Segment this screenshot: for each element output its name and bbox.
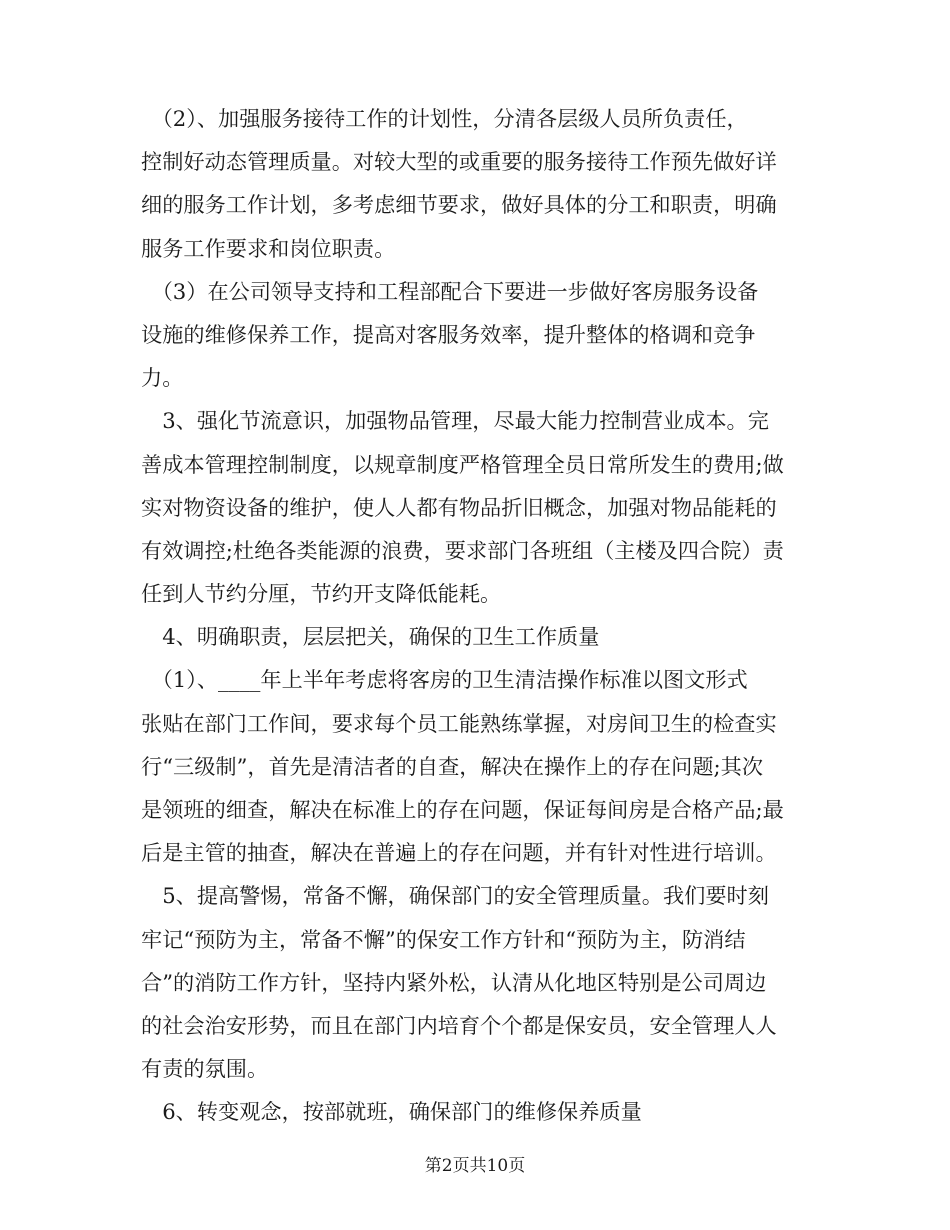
text-line: 任到人节约分厘，节约开支降低能耗。 xyxy=(141,581,502,607)
text-line: 5、提高警惕，常备不懈，确保部门的安全管理质量。我们要时刻 xyxy=(141,883,769,909)
paragraph-security xyxy=(141,874,816,1090)
text-line: （1）、____年上半年考虑将客房的卫生清洁操作标准以图文形式 xyxy=(141,667,748,693)
text-line: （2）、加强服务接待工作的计划性，分清各层级人员所负责任， xyxy=(141,106,748,131)
paragraph-maintenance-heading xyxy=(141,1090,816,1133)
text-line: 行“三级制”，首先是清洁者的自查，解决在操作上的存在问题;其次 xyxy=(141,753,764,779)
text-line: 有责的氛围。 xyxy=(141,1056,269,1082)
paragraph-2-planning xyxy=(141,97,816,270)
paragraph-hygiene-heading xyxy=(141,615,816,658)
paragraph-3-maintenance xyxy=(141,270,816,400)
text-line: （3）在公司领导支持和工程部配合下要进一步做好客房服务设备 xyxy=(141,278,759,304)
text-line: 合”的消防工作方针，坚持内紧外松，认清从化地区特别是公司周边 xyxy=(141,969,767,995)
text-line: 细的服务工作计划，多考虑细节要求，做好具体的分工和职责，明确 xyxy=(141,192,777,218)
text-line: 的社会治安形势，而且在部门内培育个个都是保安员，安全管理人人 xyxy=(141,1012,777,1038)
text-line: 6、转变观念，按部就班，确保部门的维修保养质量 xyxy=(141,1099,642,1125)
text-line: 力。 xyxy=(141,365,184,391)
page-number-footer: 第2页共10页 xyxy=(424,1156,526,1176)
text-line: 设施的维修保养工作，提高对客服务效率，提升整体的格调和竞争 xyxy=(141,321,756,347)
text-line: 是领班的细查，解决在标准上的存在问题，保证每间房是合格产品;最 xyxy=(141,797,784,822)
text-line: 实对物资设备的维护，使人人都有物品折旧概念，加强对物品能耗的 xyxy=(141,494,777,520)
text-line: 后是主管的抽查，解决在普遍上的存在问题，并有针对性进行培训。 xyxy=(141,840,777,866)
text-line: 牢记“预防为主，常备不懈”的保安工作方针和“预防为主，防消结 xyxy=(141,926,746,952)
paragraph-hygiene-standards xyxy=(141,658,816,874)
text-line: 3、强化节流意识，加强物品管理，尽最大能力控制营业成本。完 xyxy=(141,408,769,434)
text-line: 善成本管理控制制度，以规章制度严格管理全员日常所发生的费用;做 xyxy=(141,451,784,477)
text-line: 张贴在部门工作间，要求每个员工能熟练掌握，对房间卫生的检查实 xyxy=(141,710,777,736)
document-body xyxy=(141,97,816,1134)
text-line: 服务工作要求和岗位职责。 xyxy=(141,235,396,261)
text-line: 有效调控;杜绝各类能源的浪费，要求部门各班组（主楼及四合院）责 xyxy=(141,537,784,563)
paragraph-cost-control xyxy=(141,399,816,615)
text-line: 4、明确职责，层层把关，确保的卫生工作质量 xyxy=(141,624,600,650)
text-line: 控制好动态管理质量。对较大型的或重要的服务接待工作预先做好详 xyxy=(141,149,777,175)
